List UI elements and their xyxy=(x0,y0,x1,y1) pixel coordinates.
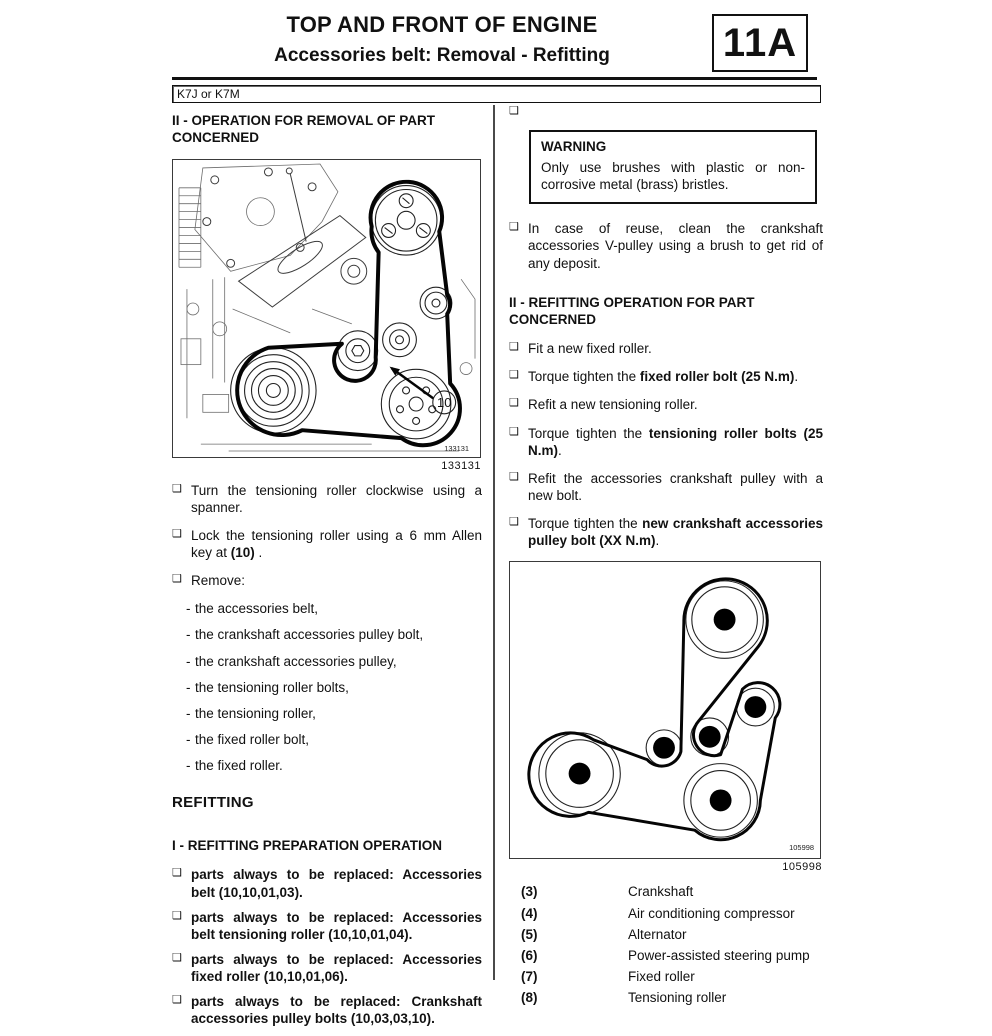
belt-legend xyxy=(509,885,823,1005)
pulley-badge-5 xyxy=(744,697,766,719)
legend-row xyxy=(509,907,823,921)
reuse-bullet-list xyxy=(509,220,823,271)
header-rule xyxy=(172,77,817,80)
svg-text:4: 4 xyxy=(716,792,726,810)
dash-marker: - xyxy=(186,705,191,721)
item-text: the tensioning roller, xyxy=(195,705,316,721)
svg-text:6: 6 xyxy=(720,611,730,629)
bullet-item xyxy=(172,572,482,589)
bullet-item xyxy=(172,909,482,943)
square-bullet-icon: ❑ xyxy=(509,341,519,354)
bullet-item xyxy=(509,470,823,504)
dash-marker: - xyxy=(186,731,191,747)
refit-heading: II - REFITTING OPERATION FOR PART CONCERNED xyxy=(509,294,755,327)
svg-text:7: 7 xyxy=(705,728,715,746)
left-column xyxy=(172,108,482,1036)
legend-row xyxy=(509,949,823,963)
refit-bullet-list xyxy=(509,340,823,549)
dash-marker: - xyxy=(186,601,191,617)
square-bullet-icon: ❑ xyxy=(509,397,519,410)
item-text: In case of reuse, clean the crankshaft accessories V-pulley using a brush to get rid of any deposit. xyxy=(528,221,823,271)
warning-text: Only use brushes with plastic or non-corrosive metal (brass) bristles. xyxy=(541,159,805,193)
bullet-item xyxy=(509,220,823,271)
legend-label: Air conditioning compressor xyxy=(628,905,795,921)
dash-item xyxy=(186,731,482,748)
legend-key: (4) xyxy=(521,905,538,921)
page-subtitle: Accessories belt: Removal - Refitting xyxy=(274,45,610,66)
item-text: Refit a new tensioning roller. xyxy=(528,397,698,413)
belt-routing-diagram xyxy=(510,562,820,858)
bullet-item xyxy=(509,425,823,459)
square-bullet-icon: ❑ xyxy=(509,425,519,438)
square-bullet-icon: ❑ xyxy=(509,105,519,117)
item-text: the fixed roller. xyxy=(195,758,283,774)
legend-key: (8) xyxy=(521,990,538,1006)
square-bullet-icon: ❑ xyxy=(172,527,182,540)
square-bullet-icon: ❑ xyxy=(172,909,182,922)
item-text: the accessories belt, xyxy=(195,601,319,617)
item-text: Remove: xyxy=(191,573,246,589)
bullet-item xyxy=(172,866,482,900)
item-text: the crankshaft accessories pulley, xyxy=(195,653,397,669)
figure2-number: 105998 xyxy=(782,861,822,874)
legend-row xyxy=(509,928,823,942)
page-header xyxy=(172,12,712,67)
legend-key: (3) xyxy=(521,884,538,900)
engine-figure xyxy=(172,159,481,458)
figure1-number: 133131 xyxy=(441,459,481,472)
pulley-badge-6 xyxy=(714,609,736,631)
bullet-item xyxy=(509,396,823,413)
dash-marker: - xyxy=(186,653,191,669)
legend-label: Crankshaft xyxy=(628,884,694,900)
callout-10-label: 10 xyxy=(437,394,452,410)
legend-row xyxy=(509,970,823,984)
square-bullet-icon: ❑ xyxy=(509,369,519,382)
dash-item xyxy=(186,653,482,670)
square-bullet-icon: ❑ xyxy=(509,221,519,234)
item-text: Torque tighten the new crankshaft accessories pulley bolt (XX N.m). xyxy=(528,516,823,549)
figure2-inner-number: 105998 xyxy=(789,843,814,853)
prep-bullet-list xyxy=(172,866,482,1027)
engine-variant-bar: K7J or K7M xyxy=(172,85,821,103)
legend-key: (7) xyxy=(521,969,538,985)
bullet-item xyxy=(509,368,823,385)
engine-illustration xyxy=(173,160,480,457)
bullet-item xyxy=(509,515,823,549)
item-text: Torque tighten the fixed roller bolt (25 N.m). xyxy=(528,369,799,385)
dash-item xyxy=(186,600,482,617)
legend-label: Tensioning roller xyxy=(628,990,727,1006)
item-text: the fixed roller bolt, xyxy=(195,731,310,747)
prep-heading: I - REFITTING PREPARATION OPERATION xyxy=(172,838,442,854)
legend-label: Alternator xyxy=(628,926,687,942)
square-bullet-icon: ❑ xyxy=(172,994,182,1007)
dash-item xyxy=(186,757,482,774)
item-text: parts always to be replaced: Accessories fixed roller (10,10,01,06). xyxy=(191,952,482,985)
item-text: Torque tighten the tensioning roller bolts (25 N.m). xyxy=(528,425,823,458)
legend-key: (5) xyxy=(521,926,538,942)
dash-marker: - xyxy=(186,679,191,695)
legend-key: (6) xyxy=(521,947,538,963)
bullet-item xyxy=(172,951,482,985)
warning-title: WARNING xyxy=(541,138,607,154)
item-text: Refit the accessories crankshaft pulley with a new bolt. xyxy=(528,470,823,504)
legend-label: Power-assisted steering pump xyxy=(628,947,810,963)
item-text: Fit a new fixed roller. xyxy=(528,341,652,357)
item-text: parts always to be replaced: Accessories belt (10,10,01,03). xyxy=(191,867,482,900)
remove-dash-list xyxy=(186,600,482,774)
pulley-badge-4 xyxy=(710,790,732,812)
page-title: TOP AND FRONT OF ENGINE xyxy=(286,12,598,37)
dash-item xyxy=(186,626,482,643)
bullet-item xyxy=(172,527,482,561)
section-number-badge: 11A xyxy=(712,14,808,72)
bullet-item xyxy=(172,482,482,516)
removal-bullet-list xyxy=(172,482,482,590)
square-bullet-icon: ❑ xyxy=(172,482,182,495)
svg-text:3: 3 xyxy=(575,765,584,783)
square-bullet-icon: ❑ xyxy=(172,573,182,586)
item-text: the crankshaft accessories pulley bolt, xyxy=(195,627,424,643)
item-text: Lock the tensioning roller using a 6 mm Allen key at (10) . xyxy=(191,527,482,560)
legend-row xyxy=(509,991,823,1005)
right-column xyxy=(509,104,823,1013)
dash-item xyxy=(186,679,482,696)
square-bullet-icon: ❑ xyxy=(509,516,519,529)
pulley-badge-8 xyxy=(653,737,675,759)
item-text: the tensioning roller bolts, xyxy=(195,679,349,695)
belt-routing-figure xyxy=(509,561,821,859)
bullet-item xyxy=(509,340,823,357)
bullet-item xyxy=(509,104,823,119)
square-bullet-icon: ❑ xyxy=(172,952,182,965)
figure1-inner-number: 133131 xyxy=(444,443,470,453)
dash-item xyxy=(186,705,482,722)
item-text xyxy=(528,104,823,119)
pulley-badge-7 xyxy=(699,726,721,748)
pulley-badge-3 xyxy=(569,763,591,785)
legend-label: Fixed roller xyxy=(628,969,695,985)
removal-heading: II - OPERATION FOR REMOVAL OF PART CONCERNED xyxy=(172,113,435,146)
column-divider xyxy=(493,105,495,980)
legend-row xyxy=(509,885,823,899)
refitting-title: REFITTING xyxy=(172,794,254,812)
item-text: Turn the tensioning roller clockwise using a spanner. xyxy=(191,482,482,515)
svg-text:8: 8 xyxy=(659,739,669,757)
dash-marker: - xyxy=(186,758,191,774)
item-text: parts always to be replaced: Accessories belt tensioning roller (10,10,01,04). xyxy=(191,909,482,942)
square-bullet-icon: ❑ xyxy=(172,867,182,880)
dash-marker: - xyxy=(186,627,191,643)
continuation-bullet xyxy=(509,104,823,119)
svg-text:5: 5 xyxy=(750,698,760,716)
warning-box xyxy=(529,130,817,204)
item-text: parts always to be replaced: Crankshaft accessories pulley bolts (10,03,03,10). xyxy=(191,994,482,1027)
bullet-item xyxy=(172,993,482,1027)
square-bullet-icon: ❑ xyxy=(509,470,519,483)
